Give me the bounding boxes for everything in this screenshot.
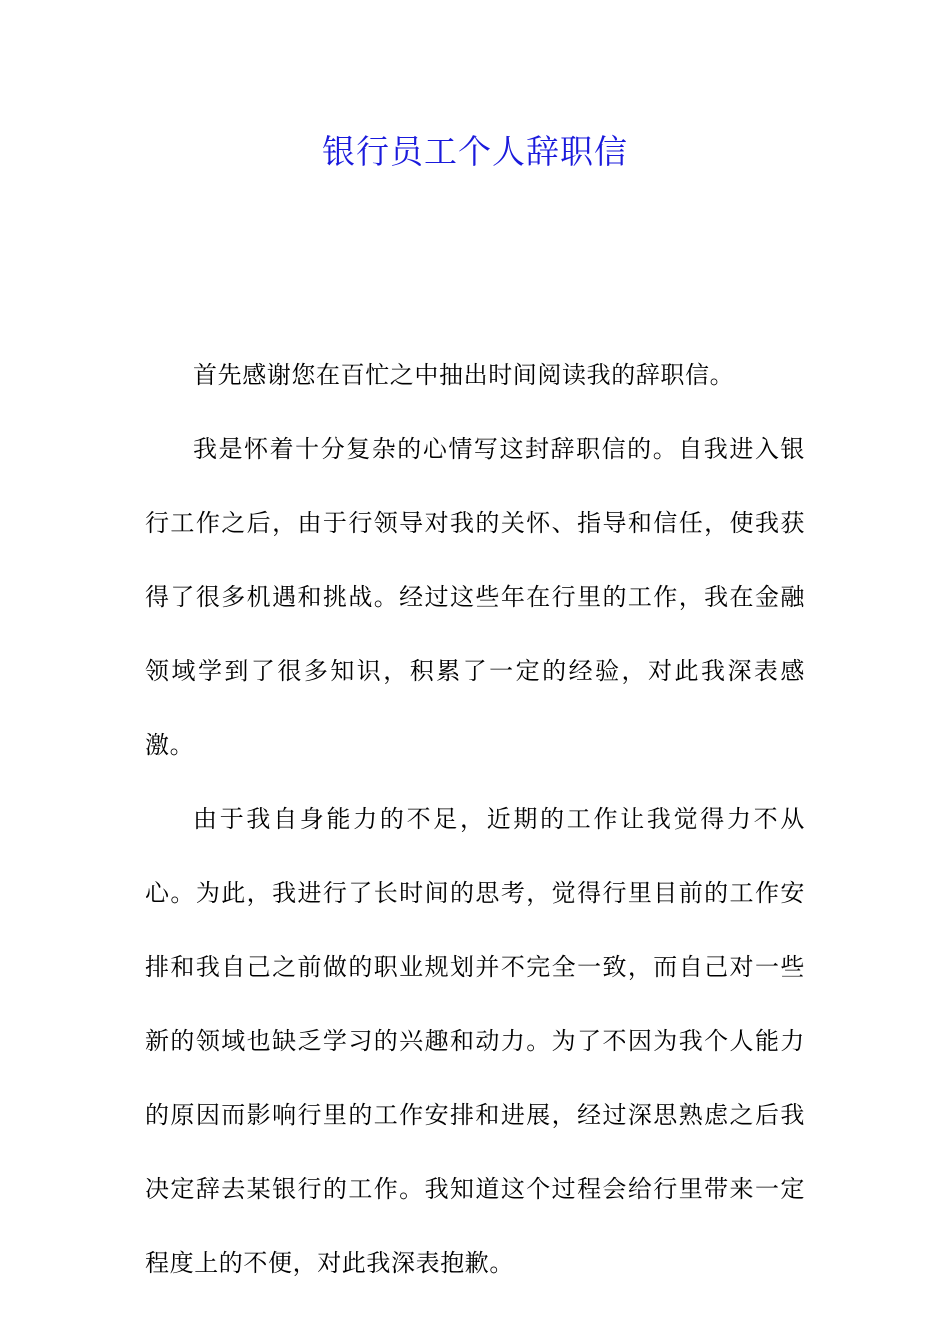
paragraph-1: 首先感谢您在百忙之中抽出时间阅读我的辞职信。 xyxy=(193,361,735,389)
paragraph-2: 我是怀着十分复杂的心情写这封辞职信的。自我进入银行工作之后，由于行领导对我的关怀、指导和信任，使我获得了很多机遇和挑战。经过这些年在行里的工作，我在金融领域学到了很多知识，积累了一定的经验，对此我深表感激。 xyxy=(145,435,805,759)
paragraph-3: 由于我自身能力的不足，近期的工作让我觉得力不从心。为此，我进行了长时间的思考，觉得行里目前的工作安排和我自己之前做的职业规划并不完全一致，而自己对一些新的领域也缺乏学习的兴趣和动力。为了不因为我个人能力的原因而影响行里的工作安排和进展，经过深思熟虑之后我决定辞去某银行的工作。我知道这个过程会给行里带来一定程度上的不便，对此我深表抱歉。 xyxy=(145,805,805,1277)
letter-body xyxy=(145,338,805,1300)
document-title: 银行员工个人辞职信 xyxy=(322,132,628,171)
